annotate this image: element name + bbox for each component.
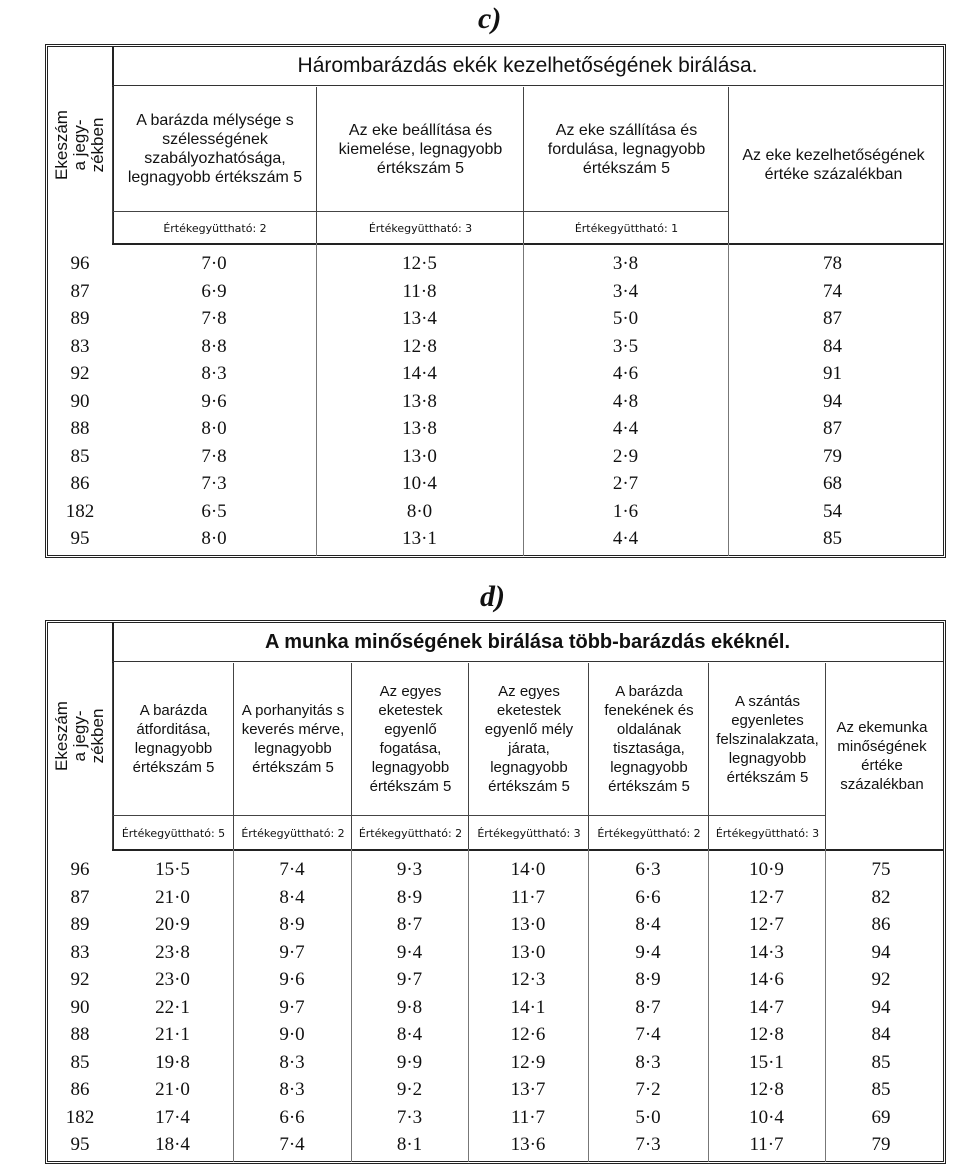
column-header: Az ekemunka minőségének értéke százalékban [825, 663, 938, 849]
table-cell: 8·1 [396, 1134, 423, 1155]
coefficient-label: Értékegyüttható: 2 [233, 815, 352, 850]
table-cell: 14·1 [510, 996, 546, 1018]
coefficient-label: Értékegyüttható: 2 [588, 815, 709, 850]
table-cell: 6·9 [201, 280, 227, 302]
table-d [45, 620, 946, 1164]
table-cell: 7·3 [635, 1134, 661, 1155]
table-cell: 7·2 [635, 1079, 661, 1100]
table-cell: 79 [823, 445, 842, 467]
table-cell: 13·7 [510, 1079, 546, 1100]
row-id: 86 [70, 1079, 90, 1100]
table-cell: 19·8 [155, 1051, 190, 1073]
table-cell: 11·7 [510, 1106, 546, 1128]
row-id: 89 [70, 914, 90, 935]
column-header: A barázda fenekének és oldalának tisztasága, legnagyobb értékszám 5 [588, 663, 709, 815]
row-id: 87 [70, 280, 90, 302]
row-id: 86 [70, 473, 90, 494]
table-cell: 9·2 [396, 1079, 423, 1100]
table-cell: 94 [871, 996, 891, 1018]
table-cell: 12·8 [749, 1024, 784, 1045]
table-cell: 84 [823, 335, 842, 357]
table-cell: 12·8 [749, 1079, 784, 1100]
table-cell: 3·8 [612, 253, 639, 274]
table-cell: 21·0 [155, 886, 190, 908]
row-id: 92 [70, 969, 90, 990]
row-id: 83 [70, 335, 90, 357]
table-cell: 7·4 [279, 1134, 305, 1155]
table-cell: 12·3 [510, 969, 546, 990]
coefficient-label: Értékegyüttható: 2 [351, 815, 469, 850]
column-header: A barázda átforditása, legnagyobb értékszám 5 [112, 663, 234, 815]
table-cell: 15·1 [749, 1051, 784, 1073]
table-cell: 8·0 [201, 528, 227, 549]
table-cell: 8·9 [635, 969, 661, 990]
table-cell: 7·0 [201, 253, 227, 274]
section-c-letter: c) [478, 2, 502, 35]
table-cell: 14·3 [749, 941, 784, 963]
table-cell: 23·0 [155, 969, 190, 990]
table-d-id-header [48, 623, 114, 849]
table-c-id-header [48, 47, 114, 243]
table-cell: 22·1 [155, 996, 190, 1018]
table-cell: 10·4 [402, 473, 437, 494]
table-cell: 91 [823, 363, 842, 384]
table-cell: 8·9 [396, 886, 423, 908]
table-cell: 8·9 [279, 914, 305, 935]
table-cell: 9·4 [635, 941, 661, 963]
table-cell: 7·4 [279, 859, 305, 880]
table-cell: 54 [823, 500, 842, 522]
table-cell: 12·7 [749, 886, 784, 908]
table-cell: 9·7 [396, 969, 423, 990]
row-id: 182 [65, 1106, 95, 1128]
table-cell: 74 [823, 280, 842, 302]
table-cell: 10·4 [749, 1106, 784, 1128]
table-cell: 8·4 [396, 1024, 423, 1045]
row-id: 95 [70, 528, 90, 549]
table-cell: 6·6 [635, 886, 661, 908]
row-id: 95 [70, 1134, 90, 1155]
row-id: 90 [70, 390, 90, 412]
row-id: 83 [70, 941, 90, 963]
table-cell: 4·8 [612, 390, 639, 412]
table-cell: 12·9 [510, 1051, 546, 1073]
row-id: 96 [70, 859, 90, 880]
table-cell: 7·3 [396, 1106, 423, 1128]
table-cell: 8·8 [201, 335, 227, 357]
table-cell: 5·0 [612, 308, 639, 329]
table-cell: 21·1 [155, 1024, 190, 1045]
table-cell: 75 [871, 859, 891, 880]
table-cell: 8·3 [279, 1051, 305, 1073]
table-d-title: A munka minőségének birálása több-barázdás ekéknél. [112, 623, 943, 662]
coefficient-label: Értékegyüttható: 1 [523, 211, 729, 244]
table-cell: 13·8 [402, 390, 437, 412]
column-header: Az egyes eketestek egyenlő fogatása, legnagyobb értékszám 5 [351, 663, 469, 815]
section-d-letter: d) [480, 580, 505, 613]
table-cell: 8·0 [406, 500, 433, 522]
table-cell: 9·4 [396, 941, 423, 963]
table-cell: 12·5 [402, 253, 437, 274]
table-cell: 85 [823, 528, 842, 549]
table-cell: 9·6 [279, 969, 305, 990]
table-cell: 13·4 [402, 308, 437, 329]
table-cell: 85 [871, 1079, 891, 1100]
table-cell: 7·8 [201, 445, 227, 467]
row-id: 92 [70, 363, 90, 384]
row-id: 87 [70, 886, 90, 908]
row-id: 85 [70, 1051, 90, 1073]
table-cell: 9·9 [396, 1051, 423, 1073]
table-cell: 3·4 [612, 280, 639, 302]
table-cell: 9·3 [396, 859, 423, 880]
table-cell: 78 [823, 253, 842, 274]
table-cell: 14·0 [510, 859, 546, 880]
table-cell: 92 [871, 969, 891, 990]
coefficient-label: Értékegyüttható: 2 [112, 211, 317, 244]
table-cell: 6·6 [279, 1106, 305, 1128]
table-cell: 8·0 [201, 418, 227, 439]
table-cell: 1·6 [612, 500, 639, 522]
table-cell: 14·4 [402, 363, 437, 384]
table-cell: 3·5 [612, 335, 639, 357]
coefficient-label: Értékegyüttható: 3 [468, 815, 589, 850]
table-cell: 13·6 [510, 1134, 546, 1155]
table-cell: 8·4 [279, 886, 305, 908]
table-cell: 13·0 [510, 941, 546, 963]
table-cell: 2·7 [612, 473, 639, 494]
coefficient-label: Értékegyüttható: 3 [708, 815, 826, 850]
row-id: 89 [70, 308, 90, 329]
table-c [45, 44, 946, 558]
table-cell: 11·8 [402, 280, 437, 302]
table-cell: 94 [823, 390, 842, 412]
table-cell: 23·8 [155, 941, 190, 963]
column-header: Az eke kezelhetőségének értéke százalékban [728, 87, 938, 243]
table-cell: 9·8 [396, 996, 423, 1018]
table-cell: 13·8 [402, 418, 437, 439]
row-id: 88 [70, 418, 90, 439]
table-cell: 84 [871, 1024, 891, 1045]
table-cell: 9·7 [279, 996, 305, 1018]
table-cell: 8·3 [201, 363, 227, 384]
column-header: Az eke szállítása és fordulása, legnagyobb értékszám 5 [523, 87, 729, 211]
table-cell: 13·1 [402, 528, 437, 549]
table-cell: 14·7 [749, 996, 784, 1018]
table-cell: 9·0 [279, 1024, 305, 1045]
table-cell: 8·7 [635, 996, 661, 1018]
table-cell: 87 [823, 308, 842, 329]
row-id: 96 [70, 253, 90, 274]
table-cell: 4·6 [612, 363, 639, 384]
table-cell: 6·5 [201, 500, 227, 522]
table-cell: 17·4 [155, 1106, 190, 1128]
table-cell: 9·7 [279, 941, 305, 963]
column-header: A szántás egyenletes felszinalakzata, legnagyobb értékszám 5 [708, 663, 826, 815]
table-cell: 21·0 [155, 1079, 190, 1100]
coefficient-label: Értékegyüttható: 3 [316, 211, 524, 244]
table-cell: 82 [871, 886, 891, 908]
table-cell: 11·7 [749, 1134, 784, 1155]
table-cell: 7·8 [201, 308, 227, 329]
table-cell: 8·4 [635, 914, 661, 935]
row-id: 90 [70, 996, 90, 1018]
table-cell: 12·8 [402, 335, 437, 357]
table-cell: 13·0 [510, 914, 546, 935]
table-cell: 12·7 [749, 914, 784, 935]
table-d-id-header-label: Ekeszám a jegy- zékben [52, 701, 108, 771]
table-cell: 8·7 [396, 914, 423, 935]
table-cell: 14·6 [749, 969, 784, 990]
table-c-id-header-label: Ekeszám a jegy- zékben [52, 110, 108, 180]
table-cell: 2·9 [612, 445, 639, 467]
table-cell: 79 [871, 1134, 891, 1155]
row-id: 85 [70, 445, 90, 467]
column-header: Az eke beállítása és kiemelése, legnagyobb értékszám 5 [316, 87, 524, 211]
table-cell: 86 [871, 914, 891, 935]
table-cell: 6·3 [635, 859, 661, 880]
column-header: A porhanyitás s keverés mérve, legnagyobb értékszám 5 [233, 663, 352, 815]
table-c-title: Hárombarázdás ekék kezelhetőségének birálása. [112, 47, 943, 86]
table-cell: 11·7 [510, 886, 546, 908]
table-cell: 5·0 [635, 1106, 661, 1128]
table-cell: 69 [871, 1106, 891, 1128]
table-cell: 15·5 [155, 859, 190, 880]
table-cell: 13·0 [402, 445, 437, 467]
row-id: 88 [70, 1024, 90, 1045]
table-cell: 87 [823, 418, 842, 439]
table-cell: 18·4 [155, 1134, 190, 1155]
table-cell: 20·9 [155, 914, 190, 935]
column-header: A barázda mélysége s szélességének szabályozhatósága, legnagyobb értékszám 5 [112, 87, 317, 211]
table-cell: 12·6 [510, 1024, 546, 1045]
row-id: 182 [65, 500, 95, 522]
table-cell: 68 [823, 473, 842, 494]
coefficient-label: Értékegyüttható: 5 [112, 815, 234, 850]
table-cell: 85 [871, 1051, 891, 1073]
table-cell: 7·4 [635, 1024, 661, 1045]
column-header: Az egyes eketestek egyenlő mély járata, legnagyobb értékszám 5 [468, 663, 589, 815]
table-cell: 7·3 [201, 473, 227, 494]
table-cell: 94 [871, 941, 891, 963]
table-cell: 4·4 [612, 418, 639, 439]
table-cell: 9·6 [201, 390, 227, 412]
table-cell: 8·3 [279, 1079, 305, 1100]
table-cell: 10·9 [749, 859, 784, 880]
table-cell: 4·4 [612, 528, 639, 549]
table-cell: 8·3 [635, 1051, 661, 1073]
